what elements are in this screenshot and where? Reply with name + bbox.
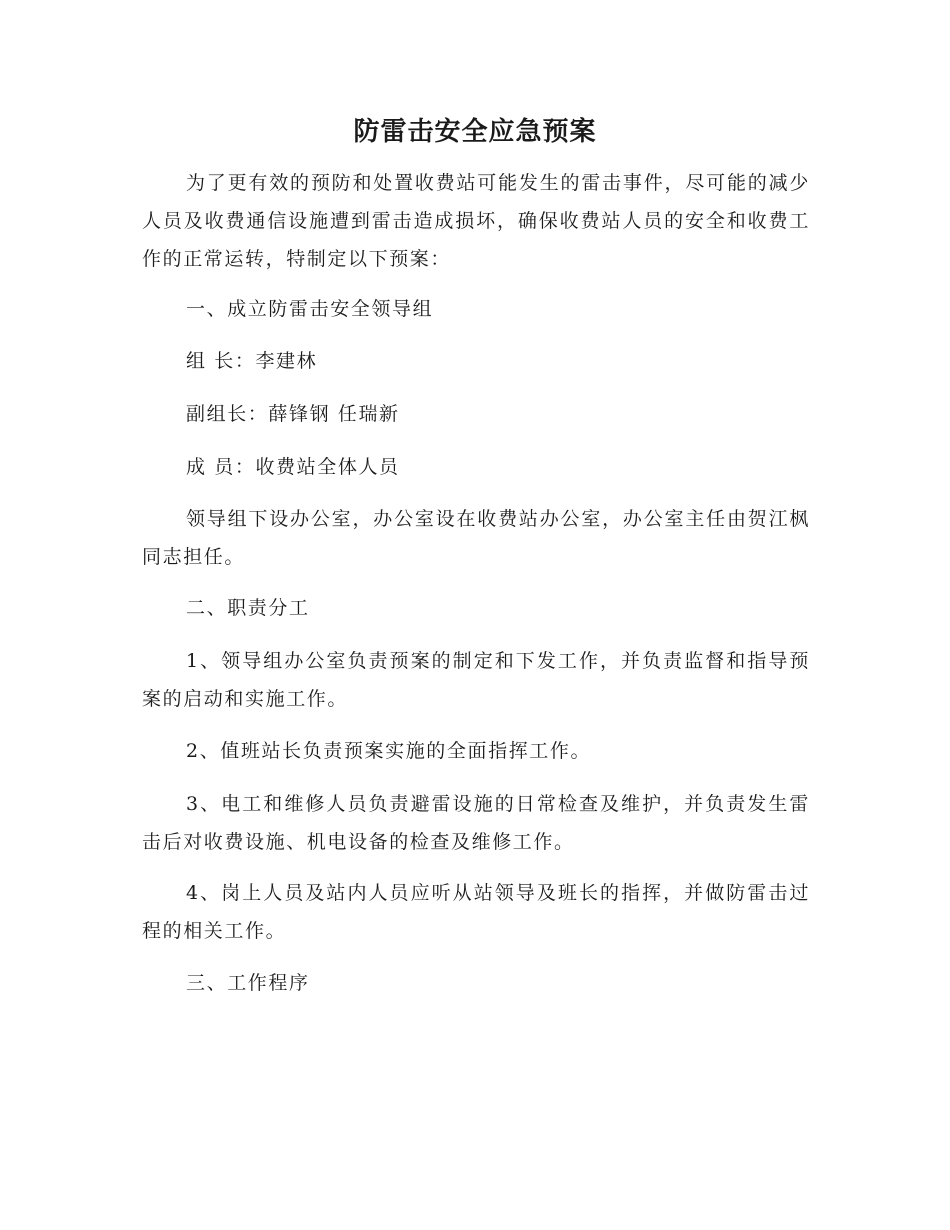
deputy-leader-line: 副组长：薛锋钢 任瑞新 xyxy=(186,403,400,425)
intro-paragraph: 为了更有效的预防和处置收费站可能发生的雷击事件，尽可能的减少人员及收费通信设施遭到雷击造成损坏，确保收费站人员的安全和收费工作的正常运转，特制定以下预案： xyxy=(142,172,810,270)
section-heading-duties: 二、职责分工 xyxy=(186,597,310,619)
document-title: 防雷击安全应急预案 xyxy=(353,117,597,147)
team-leader-line: 组 长：李建林 xyxy=(186,350,318,372)
duty-item-4: 4、岗上人员及站内人员应听从站领导及班长的指挥，并做防雷击过程的相关工作。 xyxy=(142,882,810,942)
members-line: 成 员：收费站全体人员 xyxy=(186,456,400,478)
section-heading-procedure: 三、工作程序 xyxy=(186,972,310,994)
duty-item-3: 3、电工和维修人员负责避雷设施的日常检查及维护，并负责发生雷击后对收费设施、机电设备的检查及维修工作。 xyxy=(142,793,810,853)
section-heading-leadership: 一、成立防雷击安全领导组 xyxy=(186,298,434,320)
duty-item-1: 1、领导组办公室负责预案的制定和下发工作，并负责监督和指导预案的启动和实施工作。 xyxy=(142,650,810,710)
office-paragraph: 领导组下设办公室，办公室设在收费站办公室，办公室主任由贺江枫同志担任。 xyxy=(142,508,810,568)
duty-item-2: 2、值班站长负责预案实施的全面指挥工作。 xyxy=(186,740,592,762)
